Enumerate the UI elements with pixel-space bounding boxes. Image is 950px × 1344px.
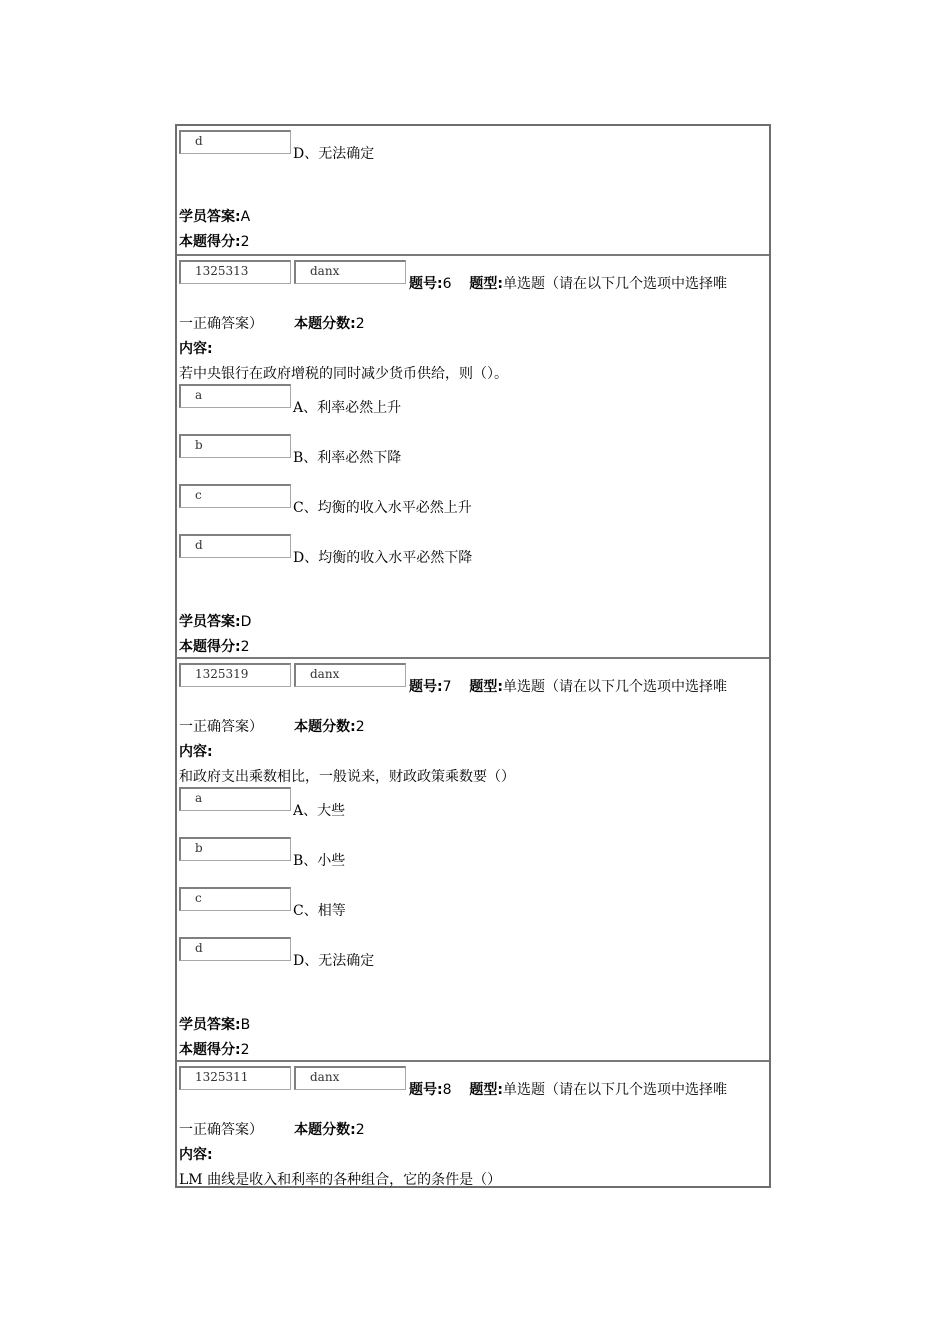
- question-type-line1: 单选题（请在以下几个选项中选择唯: [502, 679, 727, 695]
- option-b-text: B、小些: [293, 853, 346, 869]
- score-value: 2: [355, 719, 365, 735]
- student-answer-label: 学员答案:: [179, 209, 241, 225]
- question-8: [177, 1060, 769, 1188]
- earned-score-value: 2: [240, 639, 250, 655]
- earned-score-label: 本题得分:: [179, 1042, 241, 1058]
- question-type-label: 题型:: [469, 679, 503, 695]
- student-answer-row: [179, 1014, 250, 1034]
- option-d-text: D、无法确定: [293, 953, 375, 969]
- question-kind-box[interactable]: danx: [294, 260, 406, 284]
- question-header-line: [409, 1079, 727, 1099]
- question-no-value: 6: [442, 276, 452, 292]
- earned-score-row: [179, 1039, 250, 1059]
- score-value: 2: [355, 316, 365, 332]
- option-box-d[interactable]: d: [179, 130, 291, 154]
- student-answer-row: [179, 206, 250, 226]
- question-id-box[interactable]: 1325311: [179, 1066, 291, 1090]
- question-type-label: 题型:: [469, 276, 503, 292]
- option-box-b[interactable]: b: [179, 837, 291, 861]
- option-box-a[interactable]: a: [179, 787, 291, 811]
- question-content: 若中央银行在政府增税的同时减少货币供给，则（）。: [179, 366, 508, 382]
- question-type-line2: 一正确答案）: [179, 1122, 263, 1138]
- question-type-continued: [179, 716, 365, 736]
- option-box-c[interactable]: c: [179, 484, 291, 508]
- earned-score-label: 本题得分:: [179, 639, 241, 655]
- earned-score-value: 2: [240, 1042, 250, 1058]
- score-label: 本题分数:: [294, 1122, 356, 1138]
- score-value: 2: [355, 1122, 365, 1138]
- option-a-text: A、大些: [293, 803, 346, 819]
- question-5-tail: [177, 126, 769, 254]
- question-type-label: 题型:: [469, 1082, 503, 1098]
- earned-score-row: [179, 636, 250, 656]
- question-id-box[interactable]: 1325313: [179, 260, 291, 284]
- question-no-value: 7: [442, 679, 452, 695]
- option-box-b[interactable]: b: [179, 434, 291, 458]
- student-answer-row: [179, 611, 251, 631]
- question-content: LM 曲线是收入和利率的各种组合，它的条件是（）: [179, 1172, 502, 1188]
- score-label: 本题分数:: [294, 719, 356, 735]
- score-label: 本题分数:: [294, 316, 356, 332]
- option-c-text: C、相等: [293, 903, 346, 919]
- question-type-line1: 单选题（请在以下几个选项中选择唯: [502, 1082, 727, 1098]
- question-header-line: [409, 676, 727, 696]
- question-6: [177, 254, 769, 659]
- question-type-line2: 一正确答案）: [179, 316, 263, 332]
- student-answer-label: 学员答案:: [179, 1017, 241, 1033]
- content-label: 内容:: [179, 341, 213, 357]
- quiz-sheet: [175, 124, 771, 1188]
- question-type-line2: 一正确答案）: [179, 719, 263, 735]
- content-label: 内容:: [179, 1147, 213, 1163]
- question-type-continued: [179, 1119, 365, 1139]
- option-b-text: B、利率必然下降: [293, 450, 402, 466]
- option-box-d[interactable]: d: [179, 937, 291, 961]
- option-box-a[interactable]: a: [179, 384, 291, 408]
- question-kind-box[interactable]: danx: [294, 1066, 406, 1090]
- student-answer-value: A: [240, 209, 251, 225]
- question-id-box[interactable]: 1325319: [179, 663, 291, 687]
- question-type-line1: 单选题（请在以下几个选项中选择唯: [502, 276, 727, 292]
- question-no-value: 8: [442, 1082, 452, 1098]
- option-box-c[interactable]: c: [179, 887, 291, 911]
- student-answer-value: B: [240, 1017, 251, 1033]
- earned-score-label: 本题得分:: [179, 234, 241, 250]
- option-d-text: D、无法确定: [293, 146, 375, 162]
- question-7: [177, 657, 769, 1062]
- question-kind-box[interactable]: danx: [294, 663, 406, 687]
- option-d-text: D、均衡的收入水平必然下降: [293, 550, 473, 566]
- question-header-line: [409, 273, 727, 293]
- question-type-continued: [179, 313, 365, 333]
- question-content: 和政府支出乘数相比，一般说来，财政政策乘数要（）: [179, 769, 515, 785]
- earned-score-row: [179, 231, 250, 251]
- content-label: 内容:: [179, 744, 213, 760]
- student-answer-label: 学员答案:: [179, 614, 241, 630]
- question-no-label: 题号:: [409, 679, 443, 695]
- question-no-label: 题号:: [409, 276, 443, 292]
- option-box-d[interactable]: d: [179, 534, 291, 558]
- earned-score-value: 2: [240, 234, 250, 250]
- option-c-text: C、均衡的收入水平必然上升: [293, 500, 472, 516]
- question-no-label: 题号:: [409, 1082, 443, 1098]
- option-a-text: A、利率必然上升: [293, 400, 402, 416]
- student-answer-value: D: [240, 614, 252, 630]
